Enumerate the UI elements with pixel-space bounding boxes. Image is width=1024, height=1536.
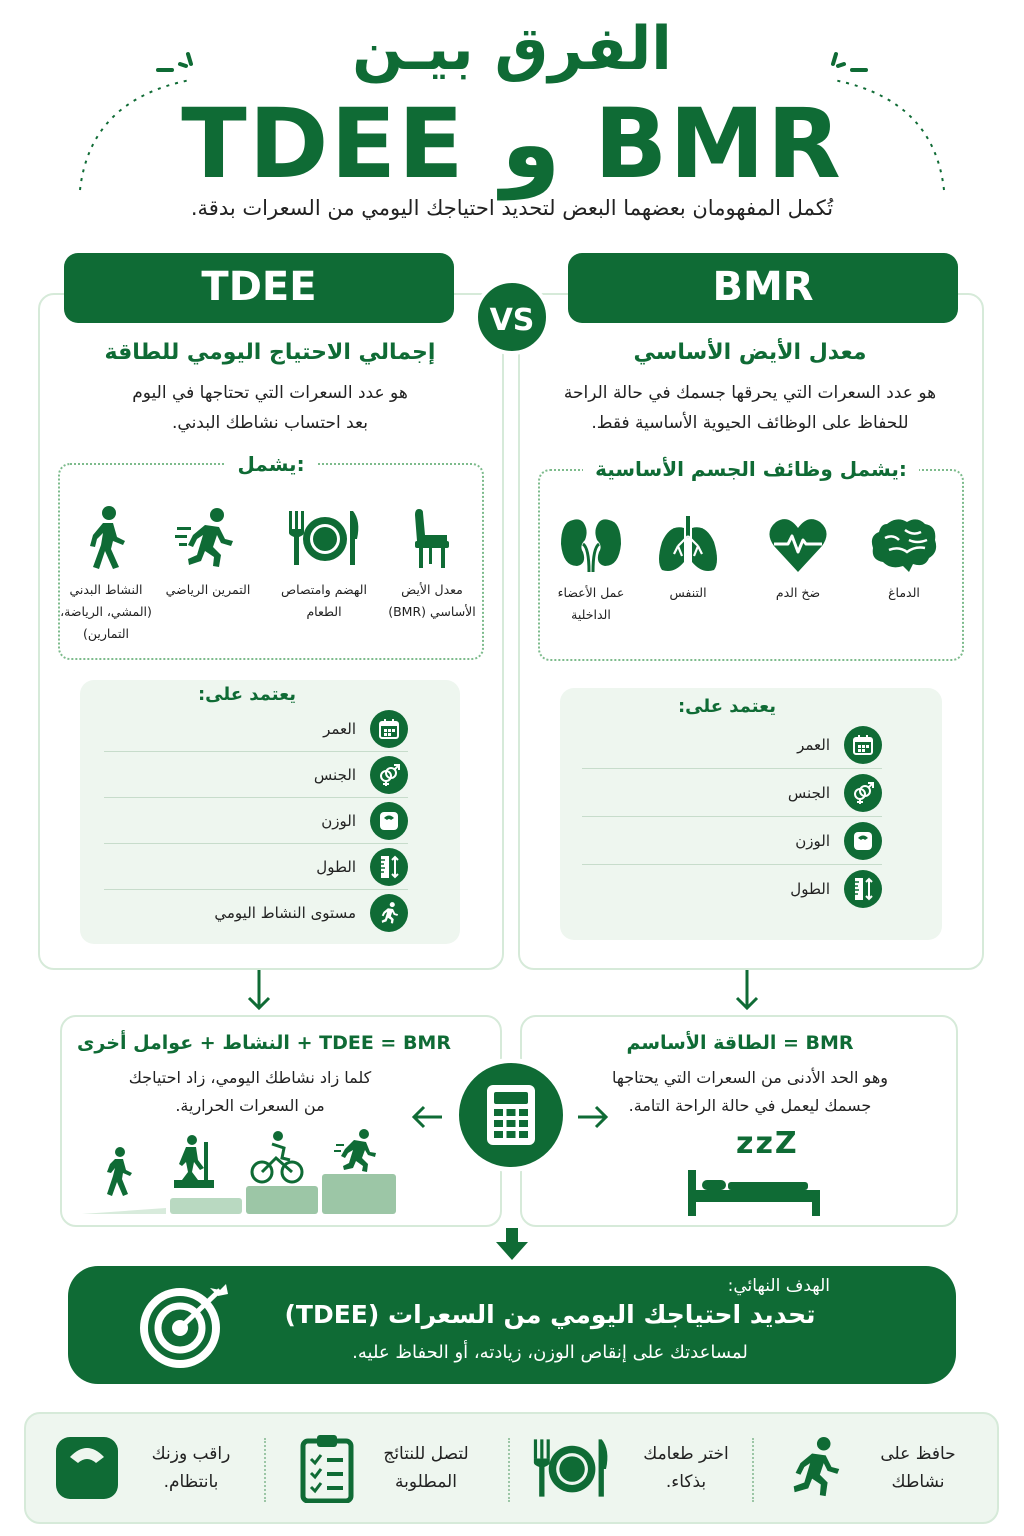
factor-row: [104, 752, 408, 798]
plate-icon: [527, 1433, 615, 1503]
calendar-icon: [852, 734, 874, 756]
running-icon: [783, 1433, 847, 1503]
bmr-include-label: الدماغ: [888, 585, 920, 600]
arrow-down-icon: [494, 1226, 530, 1262]
target-icon: [140, 1284, 230, 1368]
factor-row: [582, 721, 882, 769]
page-title-line2: TDEE و BMR: [181, 88, 843, 200]
bmr-include-label: ضخ الدم: [775, 585, 821, 600]
gender-icon: [851, 781, 875, 805]
bmr-depends-list: [582, 721, 882, 913]
tip-label: اختر طعامك بذكاء.: [643, 1444, 729, 1492]
factor-label: العمر: [323, 719, 356, 738]
stepper-icon: [174, 1135, 214, 1188]
bmr-include-label: عمل الأعضاء الداخلية: [557, 585, 625, 622]
cycling-icon: [252, 1131, 302, 1182]
tip-label: راقب وزنك بانتظام.: [151, 1444, 231, 1492]
bmr-desc-line1: هو عدد السعرات التي يحرقها جسمك في حالة الراحة: [563, 383, 937, 403]
factor-row: [582, 769, 882, 817]
factor-label: الجنس: [787, 783, 830, 802]
goal-title: تحديد احتياجك اليومي من السعرات (TDEE): [284, 1300, 816, 1329]
tip-monitor-weight: [30, 1420, 270, 1516]
checklist-icon: [299, 1433, 355, 1503]
bmr-include-label: التنفس: [669, 585, 707, 600]
tdee-includes-title: يشمل:: [225, 452, 316, 476]
scale-icon: [54, 1435, 120, 1501]
tdee-formula: TDEE = BMR + النشاط + عوامل أخرى: [77, 1032, 451, 1054]
bmr-include-organs: [540, 516, 642, 626]
page-subtitle: تُكمل المفهومان بعضهما البعض لتحديد احتياجك اليومي من السعرات بدقة.: [190, 196, 834, 220]
tip-choose-food: [514, 1420, 754, 1516]
arrow-left-icon: [410, 1104, 444, 1130]
lungs-icon: [656, 516, 720, 574]
ruler-icon: [378, 855, 400, 879]
tdee-include-exercise: [160, 505, 256, 601]
running-icon: [175, 505, 241, 571]
page-title-line1: الفرق بيـن: [352, 14, 672, 84]
vs-badge: VS: [474, 279, 550, 355]
factor-label: الطول: [316, 857, 356, 876]
tdee-include-bmr: [384, 505, 480, 623]
bmr-formula: BMR = الطاقة الأساسم: [626, 1032, 854, 1054]
factor-label: الوزن: [321, 811, 356, 830]
tdee-formula-desc-line1: كلما زاد نشاطك اليومي، زاد احتياجك: [128, 1068, 372, 1087]
kidneys-icon: [559, 516, 623, 574]
bmr-formula-desc-line1: وهو الحد الأدنى من السعرات التي يحتاجها: [612, 1068, 888, 1087]
tdee-desc-line2: بعد احتساب نشاطك البدني.: [172, 413, 368, 433]
bmr-formula-desc-line2: جسمك ليعمل في حالة الراحة التامة.: [628, 1096, 872, 1115]
arrow-right-icon: [576, 1104, 610, 1130]
tdee-include-label: معدل الأيض الأساسي (BMR): [388, 582, 476, 619]
heart-icon: [768, 516, 828, 574]
scale-icon: [852, 830, 874, 852]
factor-row: [104, 844, 408, 890]
goal-desc: لمساعدتك على إنقاص الوزن، زيادته، أو الحفاظ عليه.: [352, 1342, 748, 1363]
tdee-heading: إجمالي الاحتياج اليومي للطاقة: [104, 340, 436, 365]
activity-staircase-illustration: [78, 1128, 402, 1218]
scale-icon: [378, 810, 400, 832]
tdee-include-label: النشاط البدني (المشي، الرياضة، التمارين): [60, 582, 152, 641]
bmr-pill: BMR: [568, 253, 958, 323]
factor-row: [104, 890, 408, 936]
walking-icon: [81, 505, 131, 571]
tdee-includes-title-wrap: [58, 452, 484, 476]
bmr-includes-title-wrap: [538, 457, 964, 481]
calendar-icon: [378, 718, 400, 740]
brain-icon: [869, 516, 939, 574]
factor-label: الطول: [790, 880, 830, 898]
bmr-depends-title: يعتمد على:: [677, 696, 776, 717]
factor-row: [104, 706, 408, 752]
tdee-include-digestion: [272, 505, 376, 623]
bmr-include-heart: [750, 516, 846, 604]
chair-icon: [407, 505, 457, 571]
factor-label: مستوى النشاط اليومي: [214, 904, 356, 922]
bmr-include-brain: [856, 516, 952, 604]
tdee-depends-list: [104, 706, 408, 936]
tdee-formula-desc-line2: من السعرات الحرارية.: [175, 1096, 325, 1115]
tdee-include-label: الهضم وامتصاص الطعام: [281, 582, 367, 619]
tip-label: حافظ على نشاطك: [880, 1444, 956, 1492]
sleep-zzz-text: zzZ: [736, 1126, 799, 1161]
tdee-desc-line1: هو عدد السعرات التي تحتاجها في اليوم: [132, 383, 408, 403]
tip-label: لتصل للنتائج المطلوبة: [383, 1444, 469, 1492]
arrow-down-icon: [246, 968, 272, 1012]
tip-results: [270, 1420, 510, 1516]
tip-stay-active: [758, 1420, 998, 1516]
gender-icon: [377, 763, 401, 787]
calculator-badge: [454, 1058, 568, 1172]
running-icon: [334, 1129, 376, 1172]
arrow-down-icon: [734, 968, 760, 1012]
factor-label: الوزن: [795, 831, 830, 850]
factor-row: [582, 865, 882, 913]
bmr-include-lungs: [640, 516, 736, 604]
bmr-desc-line2: للحفاظ على الوظائف الحيوية الأساسية فقط.: [591, 413, 909, 433]
ruler-icon: [852, 877, 874, 901]
bmr-heading: معدل الأيض الأساسي: [633, 340, 867, 365]
bmr-includes-title: يشمل وظائف الجسم الأساسية:: [583, 457, 919, 481]
plate-icon: [285, 505, 363, 571]
factor-row: [104, 798, 408, 844]
tdee-pill: TDEE: [64, 253, 454, 323]
tdee-depends-title: يعتمد على:: [197, 684, 296, 705]
calculator-icon: [485, 1083, 537, 1147]
factor-row: [582, 817, 882, 865]
factor-label: العمر: [797, 735, 830, 754]
tdee-include-label: التمرين الرياضي: [165, 582, 251, 597]
tdee-include-activity: [58, 505, 154, 645]
goal-label: الهدف النهائي:: [727, 1276, 830, 1296]
walking-icon: [107, 1147, 132, 1196]
running-icon: [377, 901, 401, 925]
factor-label: الجنس: [313, 765, 356, 784]
